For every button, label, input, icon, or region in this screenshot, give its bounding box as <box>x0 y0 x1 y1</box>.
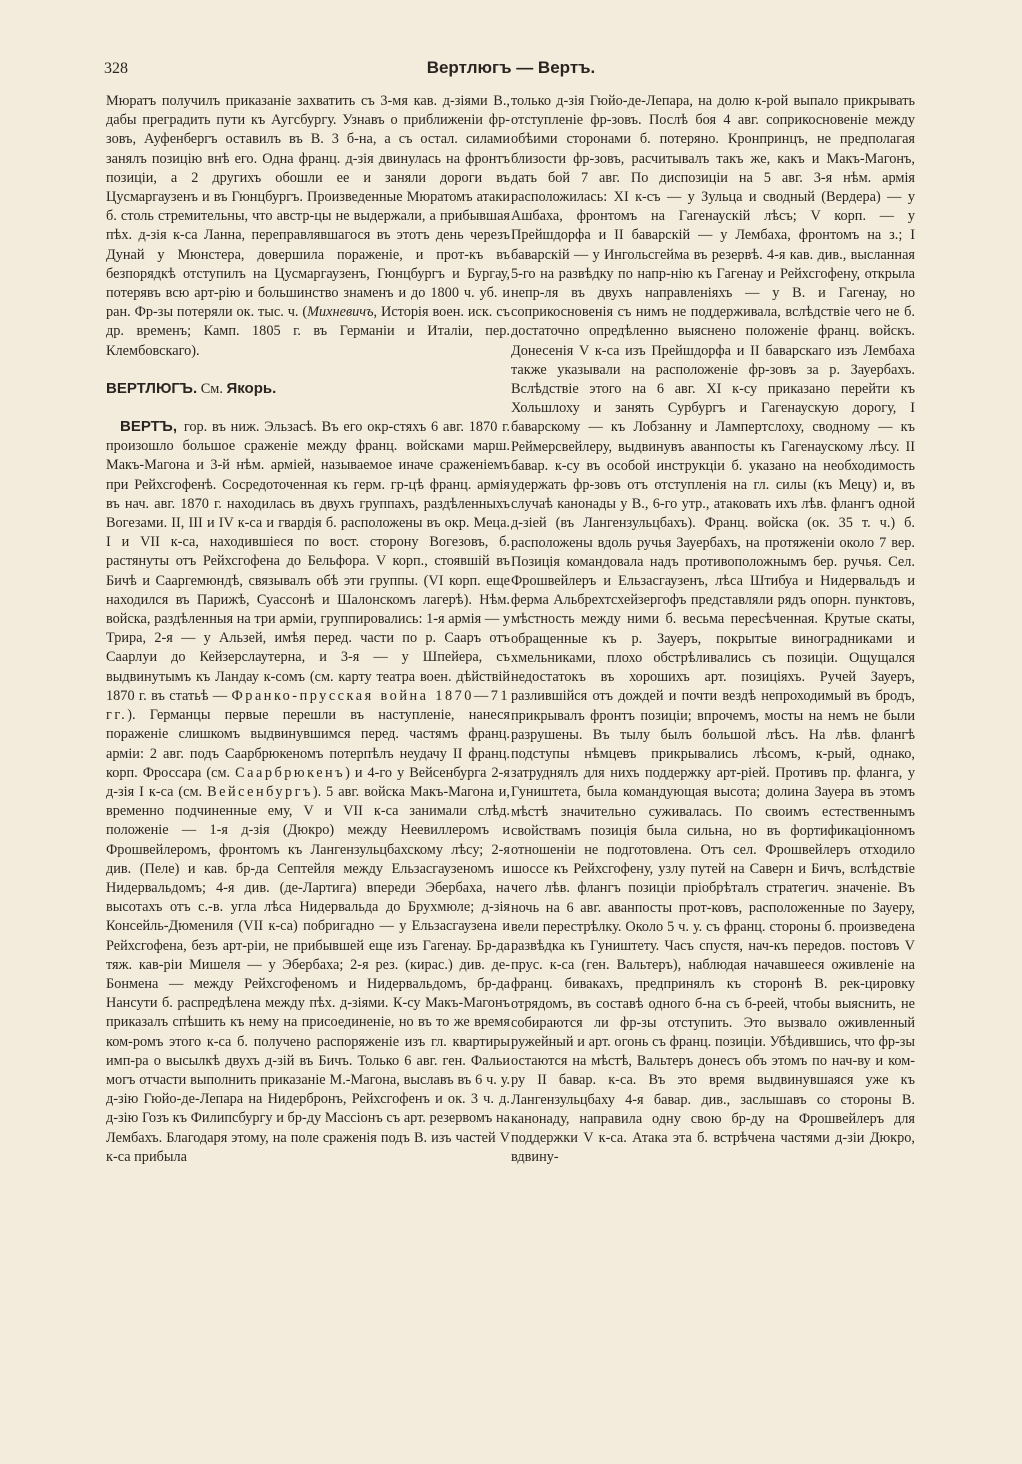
paragraph-continuation <box>106 92 510 361</box>
entry-headword: ВЕРТЛЮГЪ. <box>106 379 198 397</box>
entry-text-part4: ). 5 авг. войска Макъ-Магона и, временно подчиненные ему, V и VII к-са занимали слѣд. положеніе — 1-я д-зія (Дюкро) между Неевиллеромъ и Фрошвейлеромъ, фронтомъ къ Лангензульцбахскому лѣсу; 2-я див. (Пеле) и кав. бр-да Септейля между Ельзасгаузеномъ и Нидервальдомъ; 4-я див. (де-Лартига) впереди Эбербаха, на высотахъ отъ с.-в. угла лѣса Нидервальда до Брухмюле; д-зія Консейль-Дюмениля (VII к-са) побригадно — у Ельзасгаузена и Рейхсгофена, безъ арт-ріи, не прибывшей еще изъ Гагенау. Бр-да тяж. кав-ріи Мишеля — у Эбербаха; 2-я рез. (кирас.) див. де-Бонмена — между Рейхсгофеномъ и Нидервальдомъ, бр-да Нансути б. распредѣлена между пѣх. д-зіями. К-су Макъ-Магонъ приказалъ спѣшить къ нему на присоединеніе, но въ то же время ком-ромъ этого к-са б. получено распоряженіе изъ гл. квартиры имп-ра о высылкѣ двухъ д-зій въ Бичъ. Только 6 авг. ген. Фальи могъ отчасти выполнить приказаніе М.-Магона, выславъ въ 6 ч. у. д-зію Гюйо-де-Лепара на Нидербронъ, Рейхсгофенъ и ок. 3 ч. д. д-зію Гозъ къ Филипсбургу и бр-ду Массіонъ съ арт. резервомъ на Лембахъ. Благодаря этому, на поле сраженія подъ В. изъ частей V к-са прибыла <box>106 783 510 1165</box>
cross-reference-link[interactable]: Саарбрюкенъ <box>235 764 346 781</box>
page-number: 328 <box>104 60 128 77</box>
citation-author: Михневичъ <box>307 304 374 321</box>
cross-reference-link[interactable]: Франко-прусская война 1870—71 гг. <box>106 687 510 724</box>
cross-reference-link[interactable]: Вейсенбургъ <box>207 783 313 800</box>
entry-text-part1: гор. въ ниж. Эльзасѣ. Въ его окр-стяхъ 6 авг. 1870 г. произошло большое сраженіе между франц. войсками марш. Макъ-Магона и 3-й нѣм. арміей, называемое иначе сраженіемъ при Рейхсгофенѣ. Сосредоточенная къ герм. гр-цѣ франц. армія въ нач. авг. 1870 г. находилась въ двухъ группахъ, раздѣленныхъ Вогезами. II, III и IV к-са и гвардія б. расположены въ окр. Меца. I и VII к-са, находившіеся по вост. сторону Вогезовъ, б. растянуты отъ Рейхсгофена до Бельфора. V корп., стоявшій въ Бичѣ и Сааргемюндѣ, связывалъ обѣ эти группы. (VI корп. еще находился въ Парижѣ, Суассонѣ и Шалонскомъ лагерѣ). Нѣм. войска, раздѣленныя на три арміи, группировались: 1-я армія — у Трира, 2-я — у Альзей, имѣя перед. части по р. Сааръ отъ Саарлуи до Кейзерслаутерна, и 3-я — у Шпейера, съ выдвинутымъ къ Ландау к-сомъ (см. карту театра воен. дѣйствій 1870 г. въ статьѣ — <box>106 419 510 704</box>
left-column <box>106 92 510 1167</box>
continuation-text-part2: , Исторія воен. иск. съ др. временъ; Камп. 1805 г. въ Германіи и Италіи, пер. Клембовскаго). <box>106 304 510 359</box>
see-label: См. <box>197 380 227 397</box>
continuation-text-part1: Мюратъ получилъ приказаніе захватить съ 3-мя кав. д-зіями В., дабы преградить пути къ Аугсбургу. Узнавъ о приближеніи фр-зовъ, Ауфенбергъ оставилъ въ В. 3 б-на, а съ остал. силами занялъ позицію внѣ его. Одна франц. д-зія двинулась на фронтъ позиціи, а 2 другихъ обошли ее и заняли дороги въ Цусмаргаузенъ и въ Гюнцбургъ. Произведенные Мюратомъ атаки б. столь стремительны, что австр-цы не выдержали, а прибывшая пѣх. д-зія к-са Ланна, переправлявшагося въ этотъ день черезъ Дунай у Мюнстера, довершила пораженіе, и прот-къ въ безпорядкѣ отступилъ на Цусмаргаузенъ, Гюнцбургъ и Бургау, потерявъ всю арт-рію и большинство знаменъ и до 1800 ч. уб. и ран. Фр-зы потеряли ок. тыс. ч. ( <box>106 93 510 321</box>
entry-vertlyug <box>106 379 510 399</box>
entry-text-part2: ). Германцы первые перешли въ наступленіе, нанеся пораженіе слишкомъ выдвинувшимся перед. частямъ франц. арміи: 2 авг. подъ Саарбрюкеномъ потерпѣлъ неудачу II франц. корп. Фроссара (см. <box>106 707 510 781</box>
entry-vert <box>106 417 510 1167</box>
entry-vert-continued: только д-зія Гюйо-де-Лепара, на долю к-рой выпало прикрывать отступленіе фр-зовъ. Послѣ боя 4 авг. соприкосновеніе между обѣими сторонами б. потеряно. Кронпринцъ, не предполагая близости фр-зовъ, расчитывалъ такъ же, какъ и Макъ-Магонъ, дать бой 7 авг. По диспозиціи на 5 авг. 3-я нѣм. армія расположилась: XI к-съ — у Зульца и сводный (Вердера) — у Ашбаха, фронтомъ на Гагенаускій лѣсъ; V корп. — у Прейшдорфа и II баварскій — у Лембаха, фронтомъ на з.; I баварскій — у Ингольсгейма въ резервѣ. 4-я кав. див., высланная 5-го на развѣдку по напр-нію къ Гагенау и Рейхсгофену, открыла непр-ля въ двухъ направленіяхъ — у В. и Гагенау, но соприкосновенія съ нимъ не поддерживала, вслѣдствіе чего не б. достаточно опредѣленно выяснено положеніе франц. войскъ. Донесенія V к-са изъ Прейшдорфа и II баварскаго изъ Лембаха также указывали на расположеніе фр-зовъ за р. Зауербахъ. Вслѣдствіе этого на 6 авг. XI к-су приказано перейти къ Хольшлоху и занять Сурбургъ и Гагенаускую дорогу, I баварскому — къ Лобзанну и Лампертслоху, сводному — къ Реймерсвейлеру, выдвинувъ аванпосты къ Гагенаускому лѣсу. II бавар. к-су въ особой инструкціи б. указано на необходимость удержать фр-зовъ отъ отступленія на гл. силы (къ Мецу) и, въ случаѣ канонады у В., 6-го утр., атаковать ихъ лѣв. флангъ одной д-зіей (въ Лангензульцбахъ). Франц. войска (ок. 35 т. ч.) б. расположены вдоль ручья Зауербахъ, на протяженіи около 7 вер. Позиція командовала надъ противоположнымъ бер. ручья. Сел. Фрошвейлеръ и Ельзасгаузенъ, лѣса Штибуа и Нидервальдъ и ферма Альбрехтсхейзергофъ представляли рядъ опорн. пунктовъ, мѣстность между ними б. весьма пересѣченная. Крутые скаты, обращенные къ р. Зауеръ, покрытые виноградниками и хмельниками, плохо обстрѣливались съ позиціи. Ощущался недостатокъ въ хорошихъ арт. позиціяхъ. Ручей Зауеръ, разлившійся отъ дождей и почти вездѣ непроходимый въ бродъ, прикрывалъ фронтъ позиціи; впрочемъ, мосты на немъ не были разрушены. Въ тылу былъ большой лѣсъ. На лѣв. флангѣ подступы нѣмцевъ прикрывались лѣсомъ, к-рый, однако, затруднялъ для нихъ поддержку арт-ріей. Противъ пр. фланга, у Гуништета, была командующая высота; долина Зауера въ этомъ мѣстѣ значительно суживалась. По своимъ естественнымъ свойствамъ позиція была сильна, но въ фортификаціонномъ отношеніи не подготовлена. Отъ сел. Фрошвейлеръ отходило шоссе къ Рейхсгофену, узлу путей на Саверн и Бичъ, вслѣдствіе чего лѣв. флангъ позиціи пріобрѣталъ стратегич. значеніе. Въ ночь на 6 авг. аванпосты прот-ковъ, расположенные по Зауеру, вели перестрѣлку. Около 5 ч. у. съ франц. стороны б. произведена развѣдка къ Гуништету. Часъ спустя, нач-къ передов. постовъ V прус. к-са (ген. Вальтеръ), наблюдая начавшееся оживленіе на франц. бивакахъ, предпринялъ къ сторонѣ В. рек-цировку отрядомъ, въ составѣ одного б-на съ б-реей, чтобы выяснить, не собираются ли фр-зы отступить. Это вызвало оживленный ружейный и арт. огонь съ франц. позиціи. Убѣдившись, что фр-зы остаются на мѣстѣ, Вальтеръ донесъ объ этомъ по нач-ву и ком-ру II бавар. к-са. Въ это время выдвинувшаяся уже къ Лангензульцбаху 4-я бавар. див., заслышавъ со стороны В. канонаду, направила одну свою бр-ду на Фрошвейлеръ для поддержки V к-са. Атака эта б. встрѣчена частями д-зіи Дюкро, вдвину- <box>511 93 915 1166</box>
entry-text-part3: ) и 4-го у Вейсенбурга 2-я д-зія I к-са (см. <box>106 764 510 800</box>
running-header: Вертлюгъ — Вертъ. <box>426 58 596 77</box>
entry-headword: ВЕРТЪ, <box>120 418 178 436</box>
cross-reference-link[interactable]: Якорь. <box>226 379 277 397</box>
right-column <box>511 92 915 1167</box>
